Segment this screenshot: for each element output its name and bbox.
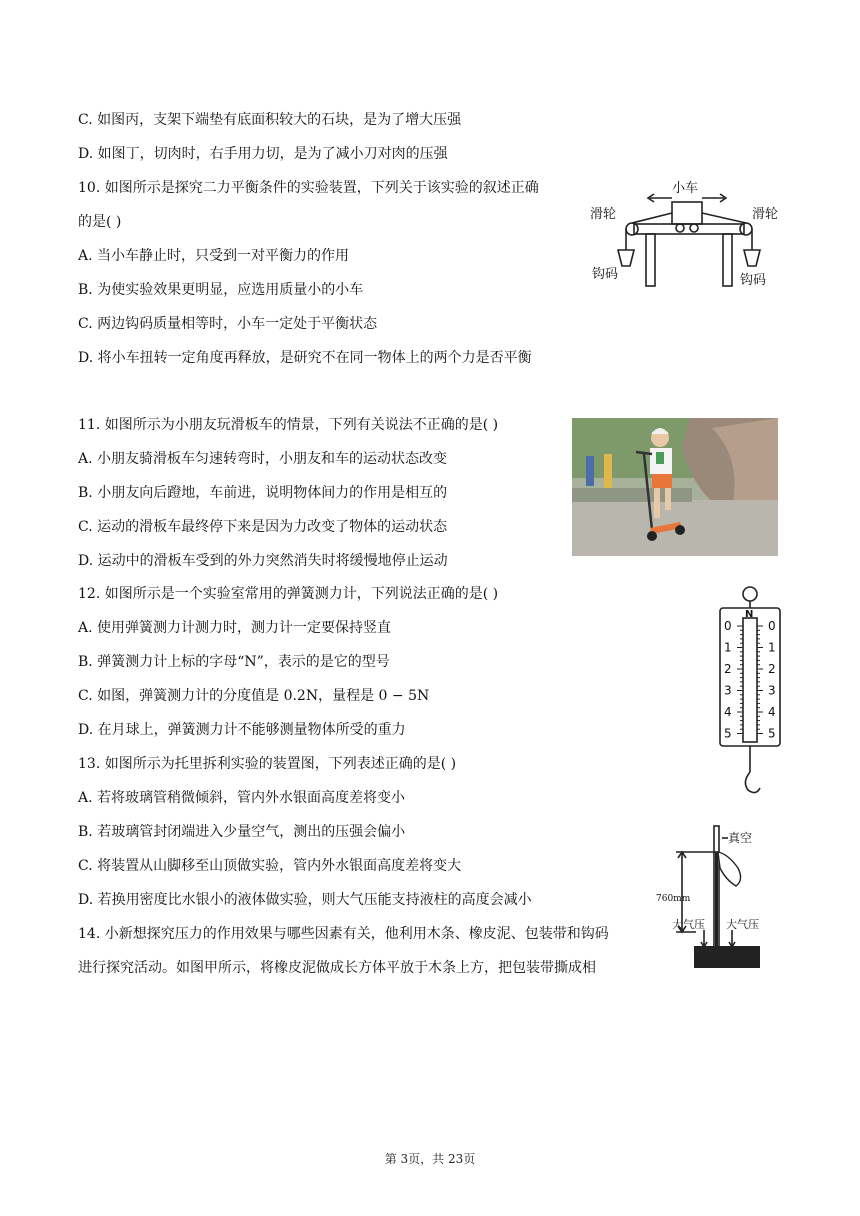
question-13-stem: 13. 如图所示为托里拆利实验的装置图，下列表述正确的是( )	[78, 756, 457, 772]
vacuum-label: 真空	[728, 831, 753, 845]
atm-pressure-right-label: 大气压	[726, 918, 759, 931]
scale-label-left: 2	[724, 662, 732, 676]
scale-label-right: 5	[768, 726, 776, 741]
scale-label-left: 3	[724, 683, 732, 698]
weight-left-label: 钩码	[592, 267, 619, 282]
question-11-option-d: D. 运动中的滑板车受到的外力突然消失时将缓慢地停止运动	[78, 553, 448, 569]
question-13-option-d: D. 若换用密度比水银小的液体做实验，则大气压能支持液柱的高度会减小	[78, 892, 532, 908]
atm-pressure-left-label: 大气压	[672, 918, 705, 931]
balance-apparatus-figure	[588, 178, 788, 290]
pulley-left-label: 滑轮	[590, 207, 617, 222]
question-13-option-a: A. 若将玻璃管稍微倾斜，管内外水银面高度差将变小	[78, 790, 406, 806]
question-14-stem-cont: 进行探究活动。如图甲所示，将橡皮泥做成长方体平放于木条上方，把包装带撕成相	[78, 960, 596, 976]
scale-label-right: 1	[768, 640, 776, 655]
question-10-option-d: D. 将小车扭转一定角度再释放，是研究不在同一物体上的两个力是否平衡	[78, 350, 532, 366]
scale-label-left: 1	[724, 640, 732, 655]
question-13-option-c: C. 将装置从山脚移至山顶做实验，管内外水银面高度差将变大	[78, 858, 462, 874]
option-d-prev: D. 如图丁，切肉时，右手用力切，是为了减小刀对肉的压强	[78, 146, 448, 162]
question-12-option-d: D. 在月球上，弹簧测力计不能够测量物体所受的重力	[78, 722, 406, 738]
scooter-photo	[572, 418, 778, 556]
scale-label-right: 4	[768, 705, 776, 719]
page-footer: 第 3页，共 23页	[384, 1152, 476, 1166]
scale-label-left: 4	[724, 705, 732, 719]
question-10-stem-cont: 的是( )	[78, 214, 122, 230]
unit-letter-n: N	[745, 609, 754, 620]
question-10-option-a: A. 当小车静止时，只受到一对平衡力的作用	[78, 248, 350, 264]
question-10-stem: 10. 如图所示是探究二力平衡条件的实验装置，下列关于该实验的叙述正确	[78, 180, 539, 196]
torricelli-figure	[656, 824, 772, 972]
question-12-stem: 12. 如图所示是一个实验室常用的弹簧测力计，下列说法正确的是( )	[78, 586, 499, 602]
scale-label-left: 0	[724, 619, 732, 633]
question-13-option-b: B. 若玻璃管封闭端进入少量空气，测出的压强会偏小	[78, 824, 406, 840]
car-label: 小车	[672, 181, 699, 196]
question-12-option-c: C. 如图，弹簧测力计的分度值是 0.2N，量程是 0 − 5N	[78, 688, 430, 704]
scale-label-left: 5	[724, 726, 732, 741]
weight-right-label: 钩码	[740, 273, 767, 288]
option-c-prev: C. 如图丙，支架下端垫有底面积较大的石块，是为了增大压强	[78, 112, 462, 128]
scale-label-right: 3	[768, 683, 776, 698]
question-14-stem: 14. 小新想探究压力的作用效果与哪些因素有关，他利用木条、橡皮泥、包装带和钩码	[78, 926, 609, 942]
question-12-option-b: B. 弹簧测力计上标的字母“N”，表示的是它的型号	[78, 654, 390, 670]
pulley-right-label: 滑轮	[752, 207, 779, 222]
question-11-option-b: B. 小朋友向后蹬地，车前进，说明物体间力的作用是相互的	[78, 485, 448, 501]
scale-label-right: 0	[768, 619, 776, 633]
question-10-option-b: B. 为使实验效果更明显，应选用质量小的小车	[78, 282, 364, 298]
spring-balance-figure	[712, 584, 790, 802]
question-12-option-a: A. 使用弹簧测力计测力时，测力计一定要保持竖直	[78, 620, 392, 636]
question-10-option-c: C. 两边钩码质量相等时，小车一定处于平衡状态	[78, 316, 378, 332]
question-11-option-c: C. 运动的滑板车最终停下来是因为力改变了物体的运动状态	[78, 519, 448, 535]
height-760mm-label: 760mm	[656, 894, 691, 904]
question-11-stem: 11. 如图所示为小朋友玩滑板车的情景，下列有关说法不正确的是( )	[78, 417, 499, 433]
question-11-option-a: A. 小朋友骑滑板车匀速转弯时，小朋友和车的运动状态改变	[78, 451, 448, 467]
scale-label-right: 2	[768, 662, 776, 676]
